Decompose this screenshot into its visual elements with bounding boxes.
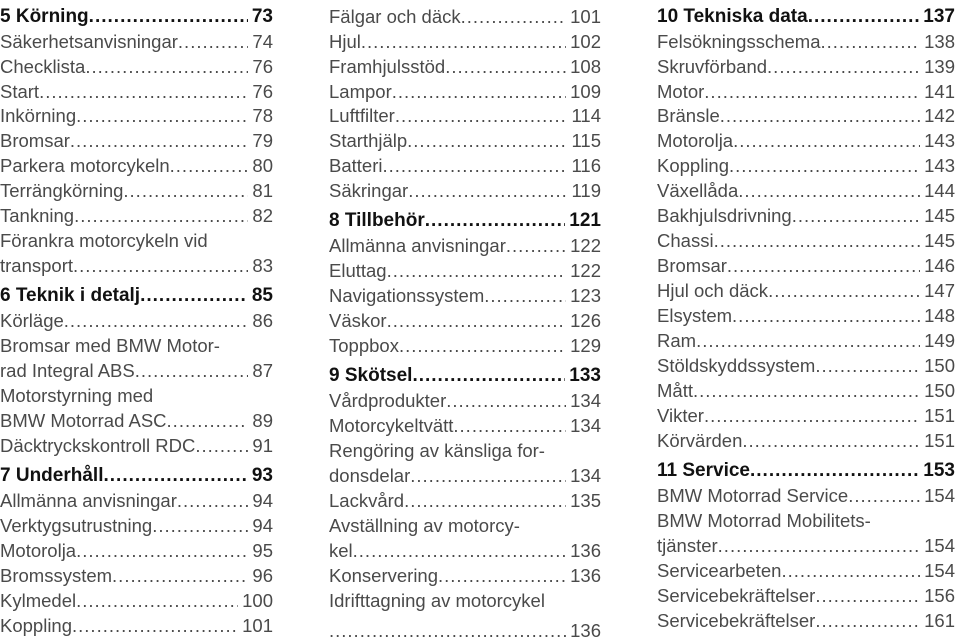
toc-entry-title: Förankra motorcykeln vid <box>0 230 208 251</box>
toc-entry[interactable] <box>657 154 955 178</box>
toc-entry[interactable] <box>0 514 273 538</box>
toc-entry[interactable] <box>0 409 273 433</box>
toc-page-number: 114 <box>571 105 601 126</box>
toc-entry[interactable] <box>657 534 955 558</box>
toc-entry[interactable] <box>329 334 601 358</box>
toc-page-number: 145 <box>924 205 955 226</box>
toc-entry-title: 11 Service <box>657 460 750 481</box>
toc-entry[interactable] <box>329 234 601 258</box>
toc-entry-title: Avställning av motorcy- <box>329 515 520 536</box>
toc-leader-dots <box>399 334 566 358</box>
toc-entry-title: Kylmedel <box>0 590 77 611</box>
toc-leader-dots <box>446 389 566 413</box>
toc-leader-dots <box>178 30 249 54</box>
toc-leader-dots <box>123 179 248 203</box>
toc-page-number: 115 <box>571 130 601 151</box>
toc-entry-title: Vikter <box>657 405 704 426</box>
toc-entry[interactable] <box>329 80 601 104</box>
toc-page-number: 80 <box>252 155 273 176</box>
toc-entry-title: Hjul <box>329 31 361 52</box>
toc-leader-dots <box>848 484 920 508</box>
toc-entry-title: Säkringar <box>329 180 409 201</box>
toc-leader-dots <box>395 104 568 128</box>
toc-entry-title: Allmänna anvisningar <box>329 235 506 256</box>
toc-entry-title: Motorolja <box>0 540 77 561</box>
toc-page-number: 147 <box>924 280 955 301</box>
toc-page-number: 138 <box>924 31 955 52</box>
toc-entry[interactable] <box>329 619 601 643</box>
toc-leader-dots <box>733 129 920 153</box>
toc-entry[interactable] <box>657 429 955 453</box>
toc-entry[interactable] <box>657 254 955 278</box>
toc-entry[interactable] <box>0 80 273 104</box>
toc-page-number: 126 <box>570 310 601 331</box>
toc-entry-title: Skruvförband <box>657 56 768 77</box>
toc-leader-dots <box>768 279 920 303</box>
toc-page-number: 93 <box>251 465 273 486</box>
toc-leader-dots <box>387 259 567 283</box>
toc-entry[interactable] <box>0 489 273 513</box>
toc-page-number: 139 <box>924 56 955 77</box>
toc-entry[interactable] <box>329 539 601 563</box>
toc-section-heading[interactable] <box>0 5 273 29</box>
toc-page-number: 108 <box>570 56 601 77</box>
toc-leader-dots <box>750 459 919 483</box>
toc-page-number: 136 <box>570 540 601 561</box>
toc-page-number: 148 <box>924 305 955 326</box>
toc-leader-dots <box>781 559 920 583</box>
toc-section-heading[interactable] <box>329 364 601 388</box>
toc-entry-title: tjänster <box>657 535 718 556</box>
toc-leader-dots <box>445 55 566 79</box>
toc-entry-title: Bromsar <box>0 130 70 151</box>
toc-entry-title: BMW Motorrad Mobilitets- <box>657 510 871 531</box>
toc-page-number: 134 <box>570 415 601 436</box>
toc-page-number: 129 <box>570 335 601 356</box>
toc-page-number: 154 <box>924 485 955 506</box>
toc-entry-title: Väskor <box>329 310 387 331</box>
toc-page-number: 78 <box>252 105 273 126</box>
toc-entry-title: Checklista <box>0 56 86 77</box>
toc-leader-dots <box>729 154 920 178</box>
toc-entry-title: kel <box>329 540 353 561</box>
toc-entry-title: Verktygsutrustning <box>0 515 153 536</box>
toc-entry[interactable] <box>657 279 955 303</box>
toc-entry-title: Elsystem <box>657 305 733 326</box>
toc-leader-dots <box>738 179 920 203</box>
toc-entry[interactable] <box>657 584 955 608</box>
toc-entry[interactable] <box>329 30 601 54</box>
toc-entry-title: Idrifttagning av motorcykel <box>329 590 545 611</box>
toc-leader-dots <box>732 304 920 328</box>
toc-page-number: 109 <box>570 81 601 102</box>
toc-page-number: 79 <box>252 130 273 151</box>
toc-entry[interactable] <box>657 80 955 104</box>
toc-leader-dots <box>412 364 565 388</box>
toc-leader-dots <box>170 154 249 178</box>
toc-entry-title: Vårdprodukter <box>329 390 447 411</box>
toc-leader-dots <box>392 80 566 104</box>
toc-entry[interactable] <box>657 104 955 128</box>
toc-entry-title: rad Integral ABS <box>0 360 135 381</box>
toc-leader-dots <box>727 254 920 278</box>
toc-entry[interactable] <box>329 179 601 203</box>
toc-entry[interactable] <box>657 354 955 378</box>
toc-page-number: 137 <box>923 6 955 27</box>
toc-leader-dots <box>714 229 921 253</box>
toc-entry[interactable] <box>0 614 273 638</box>
toc-entry[interactable] <box>329 589 601 613</box>
toc-page-number: 144 <box>924 180 955 201</box>
toc-leader-dots <box>792 204 920 228</box>
toc-entry-title: BMW Motorrad Service <box>657 485 849 506</box>
toc-leader-dots <box>74 204 248 228</box>
toc-entry[interactable] <box>657 484 955 508</box>
toc-leader-dots <box>76 104 248 128</box>
toc-entry[interactable] <box>0 334 273 358</box>
toc-leader-dots <box>693 379 920 403</box>
toc-entry-title: Koppling <box>0 615 73 636</box>
toc-leader-dots <box>720 104 920 128</box>
toc-leader-dots <box>696 329 920 353</box>
toc-page-number: 123 <box>570 285 601 306</box>
toc-entry-title: Luftfilter <box>329 105 395 126</box>
toc-page-number: 87 <box>252 360 273 381</box>
toc-entry-title: Lackvård <box>329 490 405 511</box>
toc-entry-title: Hjul och däck <box>657 280 769 301</box>
toc-page-number: 151 <box>924 430 955 451</box>
toc-entry-title: Ram <box>657 330 697 351</box>
toc-entry[interactable] <box>657 129 955 153</box>
toc-entry-title: Start <box>0 81 40 102</box>
toc-page-number: 116 <box>571 155 601 176</box>
toc-entry[interactable] <box>329 414 601 438</box>
toc-entry[interactable] <box>0 55 273 79</box>
toc-page-number: 133 <box>569 365 601 386</box>
toc-leader-dots <box>135 359 249 383</box>
toc-entry[interactable] <box>329 259 601 283</box>
toc-page-number: 83 <box>252 255 273 276</box>
toc-leader-dots <box>73 254 248 278</box>
toc-entry[interactable] <box>329 55 601 79</box>
toc-leader-dots <box>704 404 920 428</box>
toc-page-number: 94 <box>252 515 273 536</box>
toc-entry-title: Motor <box>657 81 705 102</box>
toc-page-number: 85 <box>251 285 273 306</box>
toc-entry[interactable] <box>329 129 601 153</box>
toc-leader-dots <box>70 129 249 153</box>
toc-entry-title: Navigationssystem <box>329 285 485 306</box>
toc-entry[interactable] <box>657 55 955 79</box>
toc-entry[interactable] <box>657 609 955 633</box>
toc-leader-dots <box>64 309 249 333</box>
toc-entry-title: Chassi <box>657 230 714 251</box>
toc-page-number: 119 <box>571 180 601 201</box>
toc-entry-title: Mått <box>657 380 693 401</box>
toc-entry[interactable] <box>0 154 273 178</box>
toc-page-number: 102 <box>570 31 601 52</box>
toc-entry[interactable] <box>329 104 601 128</box>
toc-leader-dots <box>815 609 920 633</box>
toc-entry-title: Rengöring av känsliga for- <box>329 440 545 461</box>
toc-entry-title: Säkerhetsanvisningar <box>0 31 178 52</box>
toc-entry-title: 6 Teknik i detalj <box>0 285 141 306</box>
toc-entry[interactable] <box>329 389 601 413</box>
toc-leader-dots <box>85 55 248 79</box>
toc-leader-dots <box>140 284 248 308</box>
toc-page-number: 101 <box>242 615 273 636</box>
toc-leader-dots <box>808 5 920 29</box>
toc-entry-title: Bakhjulsdrivning <box>657 205 792 226</box>
toc-entry-title: Bromsar med BMW Motor- <box>0 335 220 356</box>
toc-entry-title: Lampor <box>329 81 392 102</box>
toc-page-number: 145 <box>924 230 955 251</box>
toc-entry-title: Servicebekräftelser <box>657 585 816 606</box>
toc-leader-dots <box>76 589 238 613</box>
toc-entry-title: Motorstyrning med <box>0 385 154 406</box>
toc-entry-title: Stöldskyddssystem <box>657 355 816 376</box>
toc-entry-title: Terrängkörning <box>0 180 124 201</box>
toc-entry-title: Framhjulsstöd <box>329 56 446 77</box>
toc-page-number: 143 <box>924 155 955 176</box>
toc-entry[interactable] <box>0 179 273 203</box>
toc-entry-title: Motorolja <box>657 130 734 151</box>
toc-entry[interactable] <box>329 284 601 308</box>
toc-page-number: 134 <box>570 465 601 486</box>
toc-entry-title: donsdelar <box>329 465 411 486</box>
toc-entry-title: 5 Körning <box>0 6 89 27</box>
toc-page-number: 86 <box>252 310 273 331</box>
toc-entry[interactable] <box>0 589 273 613</box>
toc-entry[interactable] <box>329 5 601 29</box>
toc-leader-dots <box>425 209 566 233</box>
toc-entry[interactable] <box>329 464 601 488</box>
toc-entry[interactable] <box>0 129 273 153</box>
toc-leader-dots <box>821 30 921 54</box>
toc-section-heading[interactable] <box>657 5 955 29</box>
toc-page-number: 89 <box>252 410 273 431</box>
toc-entry[interactable] <box>657 379 955 403</box>
toc-page-number: 96 <box>252 565 273 586</box>
toc-entry-title: Bromssystem <box>0 565 113 586</box>
toc-page-number: 76 <box>252 56 273 77</box>
toc-entry-title: Körläge <box>0 310 64 331</box>
toc-page-number: 149 <box>924 330 955 351</box>
toc-leader-dots <box>815 584 920 608</box>
toc-page-number: 122 <box>570 235 601 256</box>
toc-leader-dots <box>195 434 248 458</box>
toc-page-number: 82 <box>252 205 273 226</box>
toc-page-number: 141 <box>924 81 955 102</box>
toc-page-number: 91 <box>252 435 273 456</box>
toc-leader-dots <box>506 234 566 258</box>
toc-leader-dots <box>353 539 566 563</box>
toc-entry[interactable] <box>0 359 273 383</box>
toc-entry[interactable] <box>657 204 955 228</box>
toc-entry-title: Felsökningsschema <box>657 31 821 52</box>
toc-leader-dots <box>410 464 566 488</box>
toc-entry-title: 10 Tekniska data <box>657 6 808 27</box>
toc-page-number: 122 <box>570 260 601 281</box>
toc-leader-dots <box>72 614 238 638</box>
toc-entry-title: 8 Tillbehör <box>329 210 425 231</box>
toc-entry-title: transport <box>0 255 74 276</box>
toc-entry-title: Fälgar och däck <box>329 6 461 27</box>
toc-entry-title: Servicebekräftelser <box>657 610 816 631</box>
toc-entry[interactable] <box>329 439 601 463</box>
toc-entry[interactable] <box>657 404 955 428</box>
toc-page-number: 121 <box>569 210 601 231</box>
toc-page-number: 73 <box>251 6 273 27</box>
toc-entry-title: Parkera motorcykeln <box>0 155 170 176</box>
toc-page-number: 142 <box>924 105 955 126</box>
toc-entry-title: 7 Underhåll <box>0 465 104 486</box>
toc-page-number: 136 <box>570 565 601 586</box>
toc-entry-title: Tankning <box>0 205 75 226</box>
toc-entry-title: Däcktryckskontroll RDC <box>0 435 196 456</box>
toc-page-number: 146 <box>924 255 955 276</box>
toc-leader-dots <box>39 80 248 104</box>
toc-entry[interactable] <box>0 539 273 563</box>
toc-leader-dots <box>329 619 566 643</box>
toc-leader-dots <box>407 129 567 153</box>
toc-leader-dots <box>453 414 566 438</box>
toc-page-number: 135 <box>570 490 601 511</box>
toc-page-number: 150 <box>924 380 955 401</box>
toc-leader-dots <box>112 564 248 588</box>
toc-leader-dots <box>767 55 920 79</box>
toc-entry[interactable] <box>657 509 955 533</box>
toc-entry[interactable] <box>329 564 601 588</box>
toc-entry-title: Motorcykeltvätt <box>329 415 454 436</box>
toc-leader-dots <box>152 514 248 538</box>
toc-page-number: 161 <box>924 610 955 631</box>
toc-leader-dots <box>167 409 249 433</box>
toc-page-number: 150 <box>924 355 955 376</box>
toc-leader-dots <box>76 539 248 563</box>
toc-page-number: 153 <box>923 460 955 481</box>
toc-page-number: 76 <box>252 81 273 102</box>
toc-leader-dots <box>177 489 249 513</box>
toc-leader-dots <box>742 429 920 453</box>
toc-entry-title: Bromsar <box>657 255 727 276</box>
toc-entry-title: Bränsle <box>657 105 720 126</box>
toc-page-number: 151 <box>924 405 955 426</box>
toc-entry[interactable] <box>657 229 955 253</box>
toc-leader-dots <box>361 30 566 54</box>
toc-entry[interactable] <box>657 30 955 54</box>
toc-page-number: 154 <box>924 535 955 556</box>
toc-leader-dots <box>408 179 567 203</box>
toc-entry-title: Inkörning <box>0 105 77 126</box>
toc-entry[interactable] <box>657 179 955 203</box>
toc-page-number: 136 <box>570 620 601 641</box>
toc-page-number: 74 <box>252 31 273 52</box>
toc-entry-title: Växellåda <box>657 180 739 201</box>
toc-entry[interactable] <box>329 514 601 538</box>
toc-leader-dots <box>718 534 920 558</box>
toc-entry[interactable] <box>0 434 273 458</box>
toc-section-heading[interactable] <box>657 459 955 483</box>
toc-entry-title: Toppbox <box>329 335 399 356</box>
toc-entry[interactable] <box>329 309 601 333</box>
toc-page-number: 94 <box>252 490 273 511</box>
toc-leader-dots <box>404 489 566 513</box>
toc-page-number: 81 <box>252 180 273 201</box>
toc-page-number: 143 <box>924 130 955 151</box>
toc-entry[interactable] <box>0 564 273 588</box>
toc-entry[interactable] <box>0 229 273 253</box>
toc-section-heading[interactable] <box>329 209 601 233</box>
toc-leader-dots <box>815 354 920 378</box>
toc-entry-title: BMW Motorrad ASC <box>0 410 167 431</box>
toc-entry-title: 9 Skötsel <box>329 365 413 386</box>
toc-entry-title: Eluttag <box>329 260 387 281</box>
toc-entry[interactable] <box>657 559 955 583</box>
toc-entry-title: Batteri <box>329 155 383 176</box>
toc-leader-dots <box>103 464 247 488</box>
toc-entry[interactable] <box>0 104 273 128</box>
toc-entry-title: Allmänna anvisningar <box>0 490 177 511</box>
toc-leader-dots <box>461 5 567 29</box>
toc-page-number: 101 <box>570 6 601 27</box>
toc-section-heading[interactable] <box>0 464 273 488</box>
toc-entry[interactable] <box>0 30 273 54</box>
toc-entry-title: Konservering <box>329 565 439 586</box>
toc-entry-title: Koppling <box>657 155 730 176</box>
toc-section-heading[interactable] <box>0 284 273 308</box>
toc-leader-dots <box>438 564 566 588</box>
toc-page-number: 100 <box>242 590 273 611</box>
toc-entry[interactable] <box>657 329 955 353</box>
toc-leader-dots <box>382 154 567 178</box>
toc-entry[interactable] <box>0 384 273 408</box>
toc-leader-dots <box>387 309 567 333</box>
toc-entry-title: Servicearbeten <box>657 560 782 581</box>
toc-entry[interactable] <box>0 204 273 228</box>
toc-entry[interactable] <box>0 254 273 278</box>
toc-leader-dots <box>484 284 566 308</box>
toc-page-number: 95 <box>252 540 273 561</box>
toc-leader-dots <box>89 5 248 29</box>
toc-entry[interactable] <box>657 304 955 328</box>
toc-page-number: 154 <box>924 560 955 581</box>
toc-entry[interactable] <box>0 309 273 333</box>
toc-entry[interactable] <box>329 154 601 178</box>
toc-entry-title: Körvärden <box>657 430 743 451</box>
toc-leader-dots <box>704 80 920 104</box>
toc-page-number: 156 <box>924 585 955 606</box>
toc-entry-title: Starthjälp <box>329 130 408 151</box>
toc-page-number: 134 <box>570 390 601 411</box>
toc-entry[interactable] <box>329 489 601 513</box>
